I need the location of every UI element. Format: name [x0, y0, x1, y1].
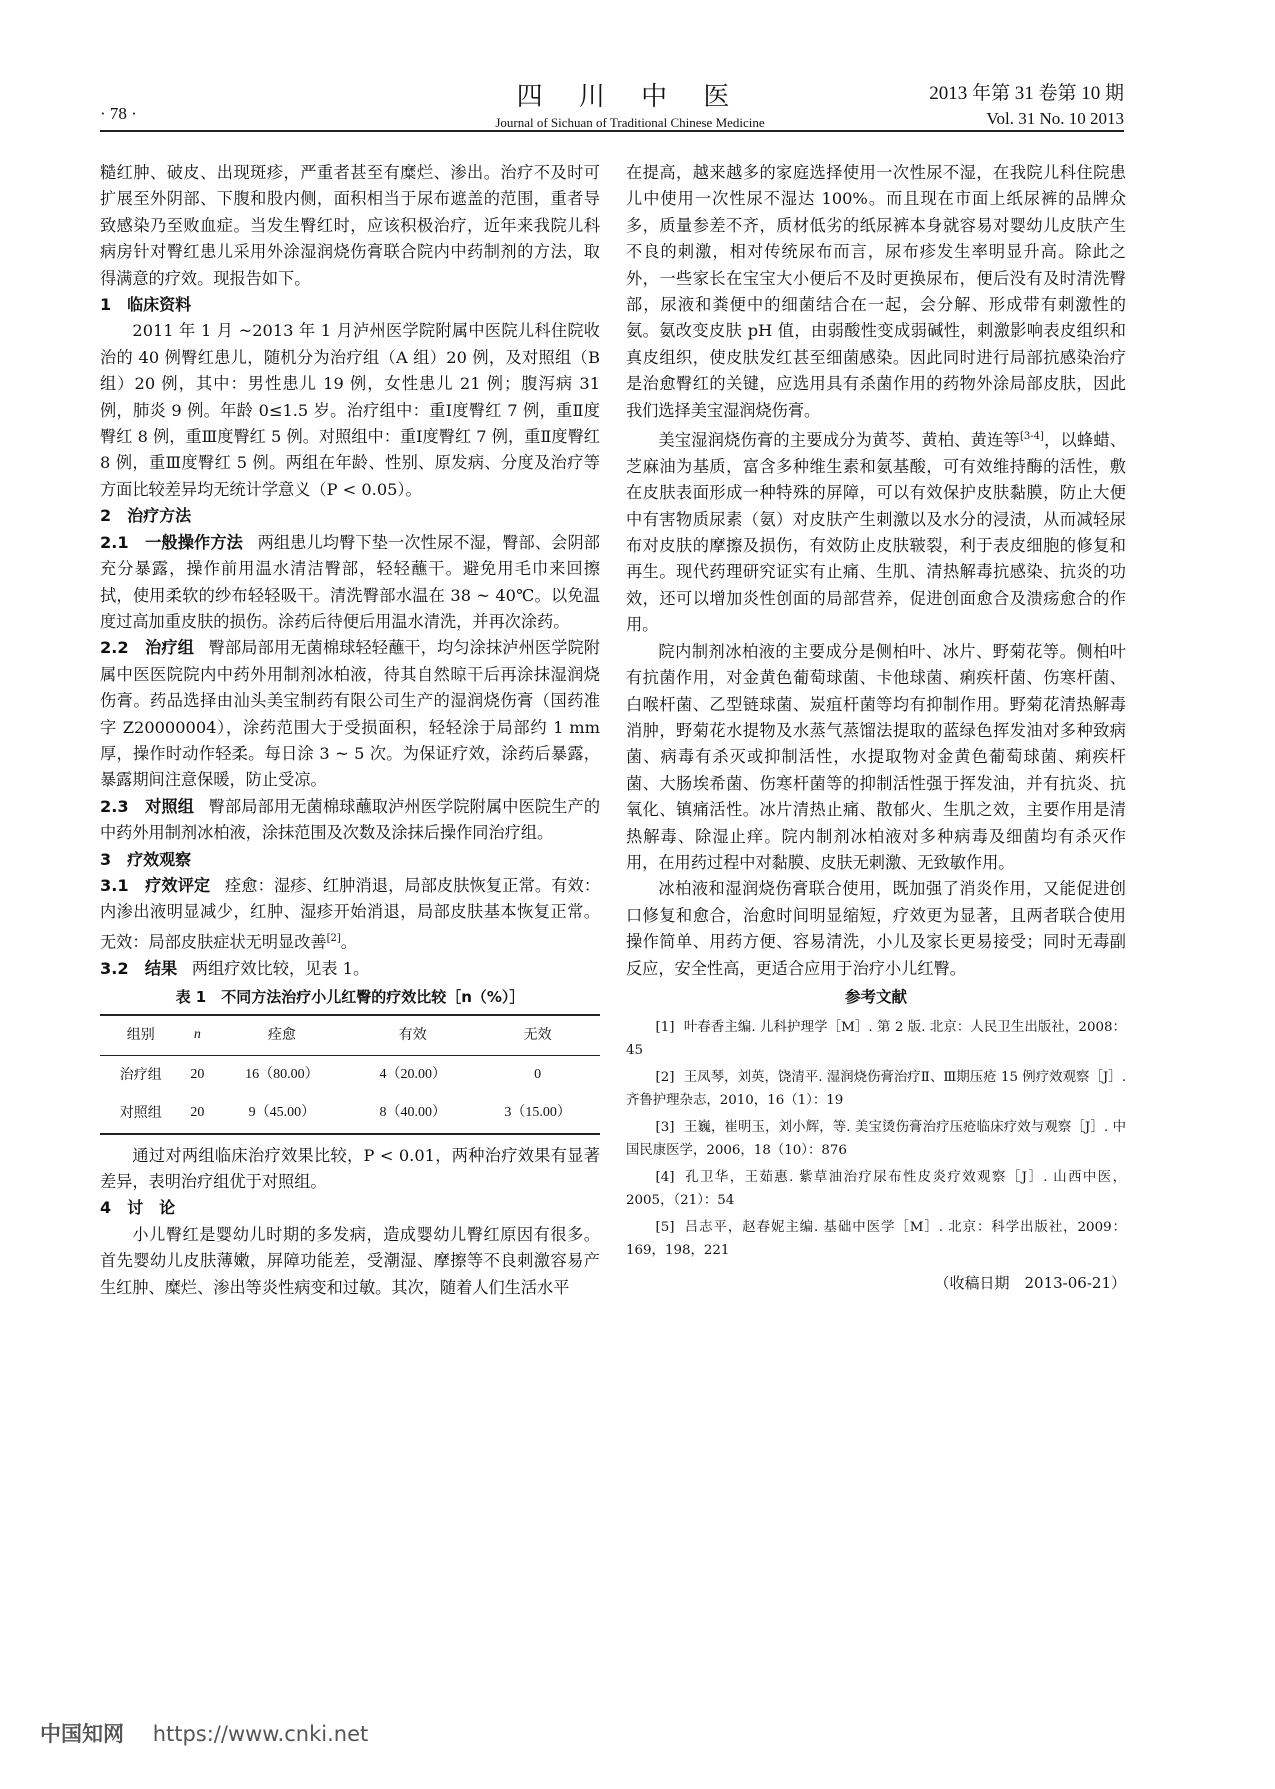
subsection-paragraph [100, 794, 600, 847]
reference-item [626, 1216, 1126, 1262]
left-column [100, 160, 600, 1301]
cnki-url[interactable]: https://www.cnki.net [152, 1722, 369, 1746]
table-caption: 表 1 不同方法治疗小儿红臀的疗效比较［n（%）］ [175, 987, 525, 1006]
section-heading: 4 讨 论 [100, 1198, 176, 1218]
subsection-heading: 3.2 结果 [100, 958, 178, 978]
paragraph: 冰柏液和湿润烧伤膏联合使用，既加强了消炎作用，又能促进创口修复和愈合，治愈时间明显缩短，疗效更为显著，且两者联合使用操作简单、用药方便、容易清洗，小儿及家长更易接受；同时无毒副反应，安全性高，更适合应用于治疗小儿红臀。 [626, 879, 1126, 978]
paragraph-text-end: 。 [340, 932, 357, 952]
reference-item [626, 1116, 1126, 1162]
issue-info [929, 78, 1124, 129]
table-cell: 20 [190, 1066, 205, 1082]
paragraph-text: 臀部局部用无菌棉球蘸取泸州医学院附属中医院生产的中药外用制剂冰柏液，涂抹范围及次数及涂抹后操作同治疗组。 [100, 796, 601, 843]
table-cell: 8（40.00） [350, 1094, 475, 1133]
table-cell: 对照组 [100, 1094, 181, 1133]
paragraph-text: 两组患儿均臀下垫一次性尿不湿，臀部、会阴部充分暴露，操作前用温水清洁臀部，轻轻蘸干。避免用毛巾来回擦拭，使用柔软的纱布轻轻吸干。清洗臀部水温在 38 ~ 40℃。以免温度过高加重皮肤的损伤。涂药后待便后用温水清洗，并再次涂药。 [100, 532, 600, 631]
table-cell: 16（80.00） [245, 1066, 319, 1082]
table-header-cell: 痊愈 [213, 1015, 350, 1055]
issue-cn: 2013 年第 31 卷第 10 期 [929, 83, 1124, 104]
paragraph: 院内制剂冰柏液的主要成分是侧柏叶、冰片、野菊花等。侧柏叶有抗菌作用，对金黄色葡萄球菌、卡他球菌、痢疾杆菌、伤寒杆菌、白喉杆菌、乙型链球菌、炭疽杆菌等均有抑制作用。野菊花清热解毒消肿，野菊花水提物及水蒸气蒸馏法提取的蓝绿色挥发油对多种致病菌、病毒有杀灭或抑制活性，水提取物对金黄色葡萄球菌、痢疾杆菌、大肠埃希菌、伤寒杆菌等的抑制活性强于挥发油，并有抗炎、抗氧化、镇痛活性。冰片清热止痛、散郁火、生肌之效，主要作用是清热解毒、除湿止痒。院内制剂冰柏液对多种病毒及细菌均有杀灭作用，在用药过程中对黏膜、皮肤无刺激、无致敏作用。 [626, 641, 1126, 872]
subsection-heading: 2.1 一般操作方法 [100, 532, 243, 552]
subsection-paragraph [100, 635, 600, 793]
subsection-paragraph [100, 530, 600, 636]
table-row [100, 1094, 600, 1133]
results-table [100, 1014, 600, 1134]
table-header-cell: 无效 [475, 1015, 600, 1055]
paragraph: 糙红肿、破皮、出现斑疹，严重者甚至有糜烂、渗出。治疗不及时可扩展至外阴部、下腹和股内侧，面积相当于尿布遮盖的范围，重者导致感染乃至败血症。当发生臀红时，应该积极治疗，近年来我院儿科病房针对臀红患儿采用外涂湿润烧伤膏联合院内中药制剂的方法，取得满意的疗效。现报告如下。 [100, 163, 600, 288]
journal-title-cn: 四 川 中 医 [516, 82, 744, 112]
header-rule [100, 130, 1124, 132]
subsection-heading: 2.2 治疗组 [100, 638, 195, 658]
reference-text: 吕志平，赵春妮主编. 基础中医学［M］. 北京：科学出版社，2009：169，198，221 [626, 1220, 1126, 1259]
paragraph-text: 臀部局部用无菌棉球轻轻蘸干，均匀涂抹泸州医学院附属中医医院院内中药外用制剂冰柏液，待其自然晾干后再涂抹湿润烧伤膏。药品选择由汕头美宝制药有限公司生产的湿润烧伤膏（国药准字 Z20000004），涂药范围大于受损面积，轻轻涂于局部约 1 mm 厚，操作时动作轻柔。每日涂 3 ~ 5 次。为保证疗效，涂药后暴露，暴露期间注意保暖，防止受凉。 [100, 638, 601, 790]
table-cell: 20 [181, 1094, 213, 1133]
paragraph-text: ，以蜂蜡、芝麻油为基质，富含多种维生素和氨基酸，可有效维持酶的活性，敷在皮肤表面形成一种特殊的屏障，可以有效保护皮肤黏膜，防止大便中有害物质尿素（氨）对皮肤产生刺激以及水分的浸渍，从而减轻尿布对皮肤的摩擦及损伤，有效防止皮肤皲裂，利于表皮细胞的修复和再生。现代药理研究证实有止痛、生肌、清热解毒抗感染、抗炎的功效，还可以增加炎性创面的局部营养，促进创面愈合及溃疡愈合的作用。 [626, 430, 1127, 635]
issue-en: Vol. 31 No. 10 2013 [986, 109, 1124, 128]
paragraph-text: 痊愈：湿疹、红肿消退，局部皮肤恢复正常。有效：内渗出液明显减少，红肿、湿疹开始消退，局部皮肤基本恢复正常。无效：局部皮肤症状无明显改善 [100, 875, 601, 952]
reference-number: [4] [655, 1170, 675, 1186]
paragraph-text: 美宝湿润烧伤膏的主要成分为黄芩、黄柏、黄连等 [658, 430, 1020, 450]
right-column [626, 160, 1126, 1297]
watermark-footer [40, 1718, 368, 1748]
paragraph-text: 两组疗效比较，见表 1。 [191, 958, 370, 978]
reference-number: [3] [655, 1120, 675, 1136]
table-header-cell: 有效 [350, 1015, 475, 1055]
reference-number: [2] [655, 1070, 675, 1086]
reference-text: 孔卫华，王茹惠. 紫草油治疗尿布性皮炎疗效观察［J］. 山西中医，2005，（21）：54 [626, 1170, 1126, 1209]
subsection-paragraph [100, 873, 600, 956]
references-title: 参考文献 [844, 987, 907, 1006]
reference-number: [5] [655, 1220, 675, 1236]
paragraph: 2011 年 1 月 ~2013 年 1 月泸州医学院附属中医院儿科住院收治的 40 例臀红患儿，随机分为治疗组（A 组）20 例，及对照组（B 组）20 例，其中：男性患儿 19 例，女性患儿 21 例；腹泻病 31 例，肺炎 9 例。年龄 0≤1.5 岁。治疗组中：重Ⅰ度臀红 7 例，重Ⅱ度臀红 8 例，重Ⅲ度臀红 5 例。对照组中：重Ⅰ度臀红 7 例，重Ⅱ度臀红 8 例，重Ⅲ度臀红 5 例。两组在年龄、性别、原发病、分度及治疗等方面比较差异均无统计学意义（P < 0.05）。 [100, 321, 600, 499]
journal-header [100, 76, 1124, 128]
journal-title-en: Journal of Sichuan of Traditional Chinese Medicine [495, 115, 765, 130]
paragraph: 小儿臀红是婴幼儿时期的多发病，造成婴幼儿臀红原因有很多。首先婴幼儿皮肤薄嫩，屏障功能差，受潮湿、摩擦等不良刺激容易产生红肿、糜烂、渗出等炎性病变和过敏。其次，随着人们生活水平 [100, 1224, 600, 1297]
table-row [100, 1055, 600, 1094]
table-header-cell: n [181, 1015, 213, 1055]
table-header-row [100, 1015, 600, 1055]
table-cell: 4（20.00） [379, 1066, 447, 1082]
reference-number: [1] [655, 1020, 675, 1036]
reference-item [626, 1166, 1126, 1212]
subsection-paragraph [100, 956, 600, 982]
paragraph [626, 424, 1126, 639]
table-cell: 9（45.00） [213, 1094, 350, 1133]
paragraph: 通过对两组临床治疗效果比较，P < 0.01，两种治疗效果有显著差异，表明治疗组优于对照组。 [100, 1145, 600, 1192]
section-heading: 3 疗效观察 [100, 849, 192, 869]
subsection-heading: 3.1 疗效评定 [100, 875, 211, 895]
journal-title [430, 76, 830, 131]
table-cell: 3（15.00） [475, 1094, 600, 1133]
reference-text: 王凤琴，刘英，饶清平. 湿润烧伤膏治疗Ⅱ、Ⅲ期压疮 15 例疗效观察［J］. 齐鲁护理杂志，2010，16（1）：19 [626, 1070, 1126, 1109]
reference-item [626, 1066, 1126, 1112]
reference-item [626, 1016, 1126, 1062]
page-number: · 78 · [100, 104, 137, 123]
cnki-brand: 中国知网 [40, 1722, 124, 1746]
subsection-heading: 2.3 对照组 [100, 796, 195, 816]
received-date: （收稿日期 2013-06-21） [934, 1274, 1126, 1293]
reference-text: 王巍，崔明玉，刘小辉，等. 美宝烫伤膏治疗压疮临床疗效与观察［J］. 中国民康医学，2006，18（10）：876 [626, 1120, 1126, 1159]
paragraph: 在提高，越来越多的家庭选择使用一次性尿不湿，在我院儿科住院患儿中使用一次性尿不湿达 100%。而且现在市面上纸尿裤的品牌众多，质量参差不齐，质材低劣的纸尿裤本身就容易对婴幼儿皮肤产生不良的刺激，相对传统尿布而言，尿布疹发生率明显升高。除此之外，一些家长在宝宝大小便后不及时更换尿布，便后没有及时清洗臀部，尿液和粪便中的细菌结合在一起，会分解、形成带有刺激性的氨。氨改变皮肤 pH 值，由弱酸性变成弱碱性，刺激影响表皮组织和真皮组织，使皮肤发红甚至细菌感染。因此同时进行局部抗感染治疗是治愈臀红的关键，应选用具有杀菌作用的药物外涂局部皮肤，因此我们选择美宝湿润烧伤膏。 [626, 163, 1126, 420]
citation: [2] [326, 932, 341, 944]
reference-list [626, 1016, 1126, 1262]
table-cell: 治疗组 [119, 1066, 162, 1083]
table-cell: 0 [534, 1066, 542, 1082]
table-header-cell: 组别 [100, 1015, 181, 1055]
reference-text: 叶春香主编. 儿科护理学［M］. 第 2 版. 北京：人民卫生出版社，2008：45 [626, 1020, 1126, 1059]
section-heading: 1 临床资料 [100, 295, 192, 315]
citation: [3-4] [1019, 431, 1044, 443]
section-heading: 2 治疗方法 [100, 506, 192, 526]
